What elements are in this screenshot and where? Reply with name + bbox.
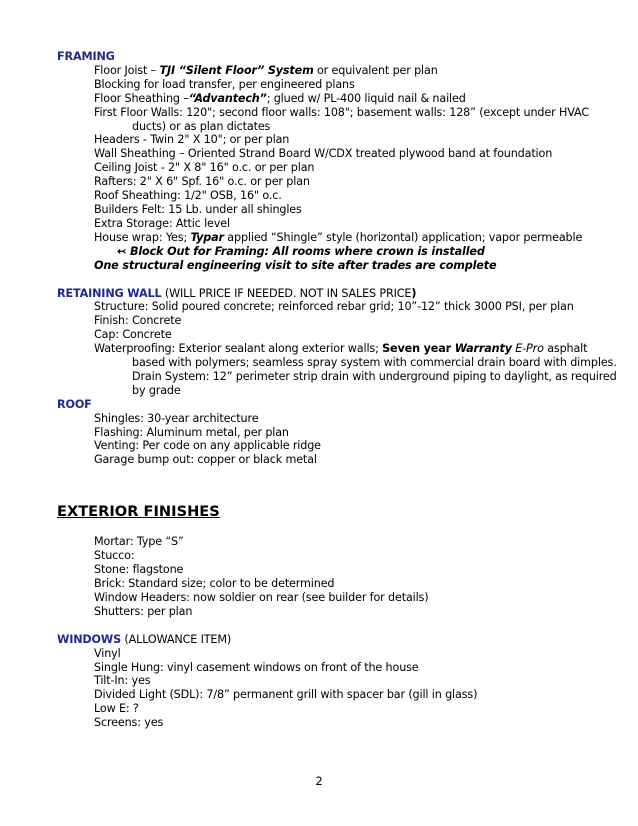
spec-line-extra-storage: Extra Storage: Attic level [94,216,230,230]
spec-line-stone: Stone: flagstone [94,563,184,577]
section-heading-exterior-finishes: EXTERIOR FINISHES [57,503,220,521]
spec-line-wall-sheathing: Wall Sheathing – Oriented Strand Board W/CDX treated plywood band at foundation [94,147,553,161]
spec-line-blocking: Blocking for load transfer, per engineered plans [94,77,355,91]
spec-line-finish: Finish: Concrete [94,314,182,328]
spec-line-drain-system-cont: by grade [132,383,181,397]
page-number: 2 [315,774,323,788]
spec-line-engineering-visit: One structural engineering visit to site after trades are complete [94,258,497,272]
section-heading-roof: ROOF [57,397,92,411]
spec-line-brick: Brick: Standard size; color to be determined [94,577,335,590]
spec-line-stucco: Stucco: [94,549,135,563]
spec-line-venting: Venting: Per code on any applicable ridge [94,439,321,453]
spec-line-garage-bump-out: Garage bump out: copper or black metal [94,453,317,467]
spec-line-divided-light: Divided Light (SDL): 7/8” permanent grill with spacer bar (gill in glass) [94,688,478,702]
spacer [57,273,597,287]
spec-line-shingles: Shingles: 30-year architecture [94,411,259,425]
spec-line-window-headers: Window Headers: now soldier on rear (see builder for details) [94,590,429,604]
spec-line-screens: Screens: yes [94,716,164,730]
spec-line-mortar: Mortar: Type “S” [94,535,184,549]
spec-line-roof-sheathing: Roof Sheathing: 1/2" OSB, 16" o.c. [94,189,282,203]
spec-line-walls: First Floor Walls: 120"; second floor walls: 108"; basement walls: 128” (except under HVAC [94,105,589,119]
spec-line-rafters: Rafters: 2" X 6" Spf. 16" o.c. or per plan [94,175,310,189]
spacer [57,467,597,503]
spec-line-headers: Headers - Twin 2" X 10"; or per plan [94,133,290,147]
spec-line-tilt-in: Tilt-In: yes [94,674,151,688]
spec-line-house-wrap: House wrap: Yes; Typar applied “Shingle” style (horizontal) application; vapor permeable [94,230,583,244]
section-heading-framing: FRAMING [57,50,115,63]
spec-line-low-e: Low E: ? [94,702,139,716]
spec-line-vinyl: Vinyl [94,646,121,660]
spec-line-cap: Cap: Concrete [94,328,172,342]
spec-line-floor-joist: Floor Joist – TJI “Silent Floor” System or equivalent per plan [94,63,438,77]
spec-line-walls-cont: ducts) or as plan dictates [132,119,271,133]
section-heading-retaining-wall: RETAINING WALL (WILL PRICE IF NEEDED. NOT IN SALES PRICE) [57,286,417,300]
spacer [57,619,597,633]
spec-line-ceiling-joist: Ceiling Joist - 2" X 8" 16" o.c. or per plan [94,161,315,175]
spec-line-single-hung: Single Hung: vinyl casement windows on front of the house [94,660,419,674]
spec-line-waterproofing: Waterproofing: Exterior sealant along exterior walls; Seven year Warranty E-Pro asphalt [94,342,588,356]
spec-line-structure: Structure: Solid poured concrete; reinforced rebar grid; 10”-12” thick 3000 PSI, per plan [94,300,574,314]
spec-line-waterproofing-cont: based with polymers; seamless spray system with commercial drain board with dimples. [132,356,617,370]
spec-content [57,50,617,730]
section-heading-windows: WINDOWS (ALLOWANCE ITEM) [57,632,232,646]
spec-line-flashing: Flashing: Aluminum metal, per plan [94,425,289,439]
spacer [57,521,597,535]
spec-line-shutters: Shutters: per plan [94,604,193,618]
spec-line-floor-sheathing: Floor Sheathing –“Advantech”; glued w/ PL-400 liquid nail & nailed [94,91,466,105]
spec-line-drain-system: Drain System: 12” perimeter strip drain with underground piping to daylight, as required [132,369,617,383]
spec-line-block-out: ↢ Block Out for Framing: All rooms where crown is installed [117,244,485,258]
spec-line-builders-felt: Builders Felt: 15 Lb. under all shingles [94,202,302,216]
